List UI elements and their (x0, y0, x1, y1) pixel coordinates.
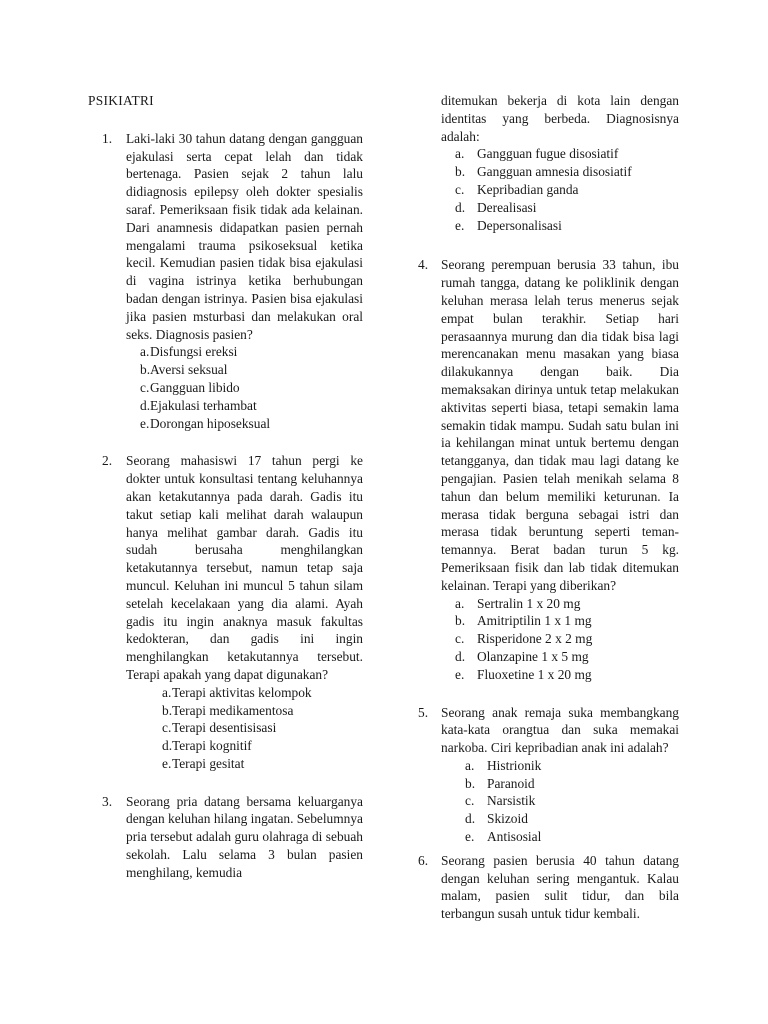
question-6 (418, 852, 679, 923)
option-e: e. Fluoxetine 1 x 20 mg (455, 666, 592, 682)
question-5 (418, 704, 679, 846)
question-3-continued (418, 92, 679, 234)
option-a: a. Gangguan fugue disosiatif (455, 146, 619, 162)
question-2 (88, 452, 363, 772)
option-c: c. Narsistik (465, 793, 536, 809)
question-number: 1. (102, 130, 113, 146)
option-c: c. Kepribadian ganda (455, 181, 579, 197)
question-text: Seorang mahasiswi 17 tahun pergi ke dokter untuk konsultasi tentang keluhannya akan ketakutannya pada darah. Gadis itu takut setiap kali melihat darah walaupun hanya melihat gambar darah. Gadis itu sudah berusaha menghilangkan ketakutannya tersebut, namun tetap saja muncul. Keluhan ini muncul 5 tahun silam setelah kecelakaan yang dia alami. Ayah gadis itu ingin anaknya masuk fakultas kedokteran, dan gadis ini ingin menghilangkan ketakutannya tersebut. Terapi apakah yang dapat digunakan? (126, 453, 363, 682)
question-number: 5. (418, 704, 429, 720)
right-column (418, 92, 679, 923)
option-e: e. Antisosial (465, 829, 542, 845)
option-b: b. Aversi seksual (140, 362, 228, 378)
question-text: Seorang pasien berusia 40 tahun datang dengan keluhan sering mengantuk. Kalau malam, pasien sulit tidur, dan bila terbangun susah untuk tidur kembali. (441, 852, 679, 922)
option-d: d. Olanzapine 1 x 5 mg (455, 648, 589, 664)
option-b: b. Gangguan amnesia disosiatif (455, 164, 632, 180)
option-b: b. Paranoid (465, 775, 535, 791)
option-e: e. Depersonalisasi (455, 217, 562, 233)
left-column (88, 92, 363, 902)
options-list (441, 145, 679, 234)
option-c: c. Gangguan libido (140, 379, 240, 395)
question-text: Laki-laki 30 tahun datang dengan gangguan ejakulasi serta cepat lelah dan tidak bertenaga. Pasien sejak 2 tahun lalu didiagnosis epilepsy oleh dokter spesialis saraf. Pemeriksaan fisik tidak ada kelainan. Dari anamnesis didapatkan pasien pernah mengalami trauma psikoseksual ketika kecil. Kemudian pasien tidak bisa ejakulasi di vagina istrinya ketika berhubungan badan dengan istrinya. Pasien bisa ejakulasi jika pasien msturbasi dan melakukan oral seks. Diagnosis pasien? (126, 130, 363, 342)
option-a: a. Sertralin 1 x 20 mg (455, 595, 581, 611)
options-list (441, 757, 679, 846)
question-text-part-1: Seorang pria datang bersama keluarganya dengan keluhan hilang ingatan. Sebelumnya pria tersebut adalah guru olahraga di sebuah sekolah. Lalu selama 3 bulan pasien menghilang, kemudia (126, 793, 363, 880)
question-number: 3. (102, 793, 113, 809)
option-c: c. Terapi desentisisasi (162, 720, 277, 736)
document-title: PSIKIATRI (88, 93, 154, 108)
option-a: a. Disfungsi ereksi (140, 344, 238, 360)
option-d: d. Terapi kognitif (162, 738, 252, 754)
question-text: Seorang anak remaja suka membangkang kata-kata orangtua dan suka memakai narkoba. Ciri kepribadian anak ini adalah? (441, 704, 679, 756)
question-4 (418, 256, 679, 683)
option-b: b. Terapi medikamentosa (162, 702, 294, 718)
question-3 (88, 793, 363, 882)
question-text-part-2: ditemukan bekerja di kota lain dengan identitas yang berbeda. Diagnosisnya adalah: (441, 93, 679, 144)
question-number: 2. (102, 453, 113, 469)
option-e: e. Terapi gesitat (162, 755, 245, 771)
question-text: Seorang perempuan berusia 33 tahun, ibu rumah tangga, datang ke poliklinik dengan keluhan merasa lelah terus menerus sejak empat bulan terakhir. Setiap hari perasaannya murung dan dia tidak bisa lagi merencanakan menu masakan yang biasa dilakukannya dengan baik. Dia memaksakan dirinya untuk tetap melakukan aktivitas seperti biasa, tetapi semakin lama semakin tidak mampu. Sudah satu bulan ini ia kehilangan minat untuk bertemu dengan tetangganya, dan tidak mau lagi datang ke pengajian. Pasien telah menikah selama 8 tahun dan belum memiliki keturunan. Ia merasa tidak berguna sebagai istri dan merasa tidak beruntung seperti teman-temannya. Berat badan turun 5 kg. Pemeriksaan fisik dan lab tidak ditemukan kelainan. Terapi yang diberikan? (441, 257, 679, 593)
option-c: c. Risperidone 2 x 2 mg (455, 631, 593, 647)
option-d: d. Derealisasi (455, 199, 537, 215)
option-d: d. Ejakulasi terhambat (140, 397, 257, 413)
option-a: a. Terapi aktivitas kelompok (162, 684, 312, 700)
option-d: d. Skizoid (465, 811, 528, 827)
options-list (441, 595, 679, 684)
option-b: b. Amitriptilin 1 x 1 mg (455, 613, 592, 629)
question-number: 6. (418, 852, 429, 868)
question-number: 4. (418, 257, 429, 273)
options-list (126, 343, 363, 432)
question-1 (88, 130, 363, 433)
option-e: e. Dorongan hiposeksual (140, 415, 271, 431)
options-list (126, 684, 363, 773)
option-a: a. Histrionik (465, 757, 542, 773)
